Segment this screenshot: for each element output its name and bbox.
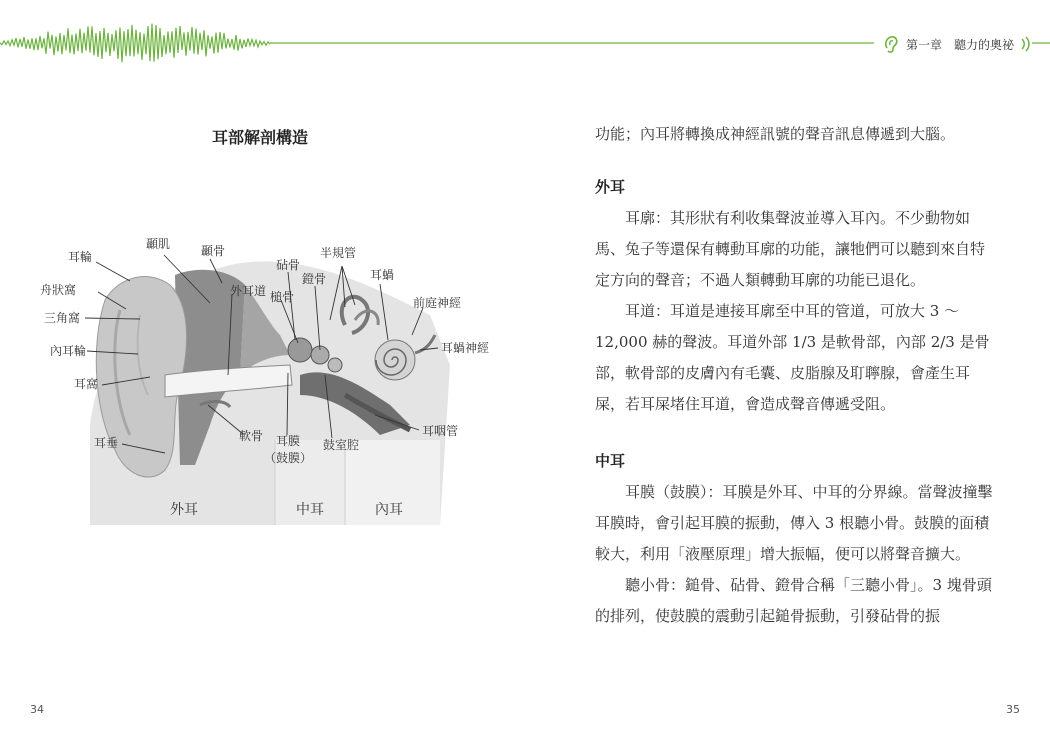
paragraph-ear-canal: 耳道：耳道是連接耳廓至中耳的管道，可放大 3 ～ 12,000 赫的聲波。耳道外部 1/3 是軟骨部，內部 2/3 是骨部，軟骨部的皮膚內有毛囊、皮脂腺及耵聹腺，會產生耳屎，若耳屎堵住耳道，會造成聲音傳遞受阻。 [595, 302, 990, 413]
label-cochlea: 耳蝸 [370, 268, 395, 282]
paragraph-pinna: 耳廓：其形狀有利收集聲波並導入耳內。不少動物如馬、兔子等還保有轉動耳廓的功能，讓牠們可以聽到來自特定方向的聲音；不過人類轉動耳廓的功能已退化。 [595, 209, 986, 289]
label-helix: 耳輪 [68, 250, 93, 264]
label-concha: 耳窩 [74, 377, 99, 391]
label-triangular-fossa: 三角窩 [44, 311, 81, 325]
label-tympanic-membrane: （鼓膜） [264, 451, 313, 465]
paragraph-eardrum: 耳膜（鼓膜）：耳膜是外耳、中耳的分界線。當聲波撞擊耳膜時，會引起耳膜的振動，傳入 3 根聽小骨。鼓膜的面積較大，利用「液壓原理」增大振幅，便可以將聲音擴大。 [595, 483, 993, 563]
label-eardrum: 耳膜 [276, 434, 301, 448]
sound-emission-icon [1020, 36, 1032, 52]
region-middle-ear: 中耳 [296, 502, 324, 518]
label-stapes: 鐙骨 [302, 272, 327, 286]
diagram-title: 耳部解剖構造 [211, 128, 308, 147]
label-antihelix: 內耳輪 [50, 344, 87, 358]
region-outer-ear: 外耳 [170, 502, 198, 518]
right-page-body [595, 119, 995, 632]
label-cochlear-nerve: 耳蝸神經 [441, 341, 490, 355]
label-incus: 砧骨 [276, 258, 301, 272]
paragraph-ossicles: 聽小骨：鎚骨、砧骨、鐙骨合稱「三聽小骨」。3 塊骨頭的排列，使鼓膜的震動引起鎚骨振動，引發砧骨的振 [595, 576, 992, 625]
heading-middle-ear: 中耳 [595, 452, 626, 470]
label-malleus: 槌骨 [270, 290, 295, 304]
region-inner-ear: 內耳 [375, 502, 403, 518]
label-ear-canal: 外耳道 [230, 284, 267, 298]
ear-icon [882, 34, 900, 54]
label-temporalis-muscle: 顳肌 [146, 237, 171, 251]
page-number-left: 34 [30, 703, 44, 716]
label-earlobe: 耳垂 [94, 436, 119, 450]
label-semicircular-canals: 半規管 [320, 246, 357, 260]
page-number-right: 35 [1006, 703, 1020, 716]
ear-anatomy-diagram [30, 225, 520, 530]
paragraph-continued: 功能；內耳將轉換成神經訊號的聲音訊息傳遞到大腦。 [595, 125, 956, 143]
label-vestibular-nerve: 前庭神經 [413, 296, 462, 310]
label-eustachian-tube: 耳咽管 [422, 424, 459, 438]
chapter-header [874, 34, 1032, 54]
chapter-title: 第一章 聽力的奧祕 [905, 37, 1014, 52]
label-temporal-bone: 顳骨 [201, 244, 226, 258]
label-tympanic-cavity: 鼓室腔 [323, 438, 360, 452]
heading-outer-ear: 外耳 [595, 178, 626, 196]
label-scaphoid-fossa: 舟狀窩 [40, 283, 77, 297]
label-cartilage: 軟骨 [239, 429, 264, 443]
